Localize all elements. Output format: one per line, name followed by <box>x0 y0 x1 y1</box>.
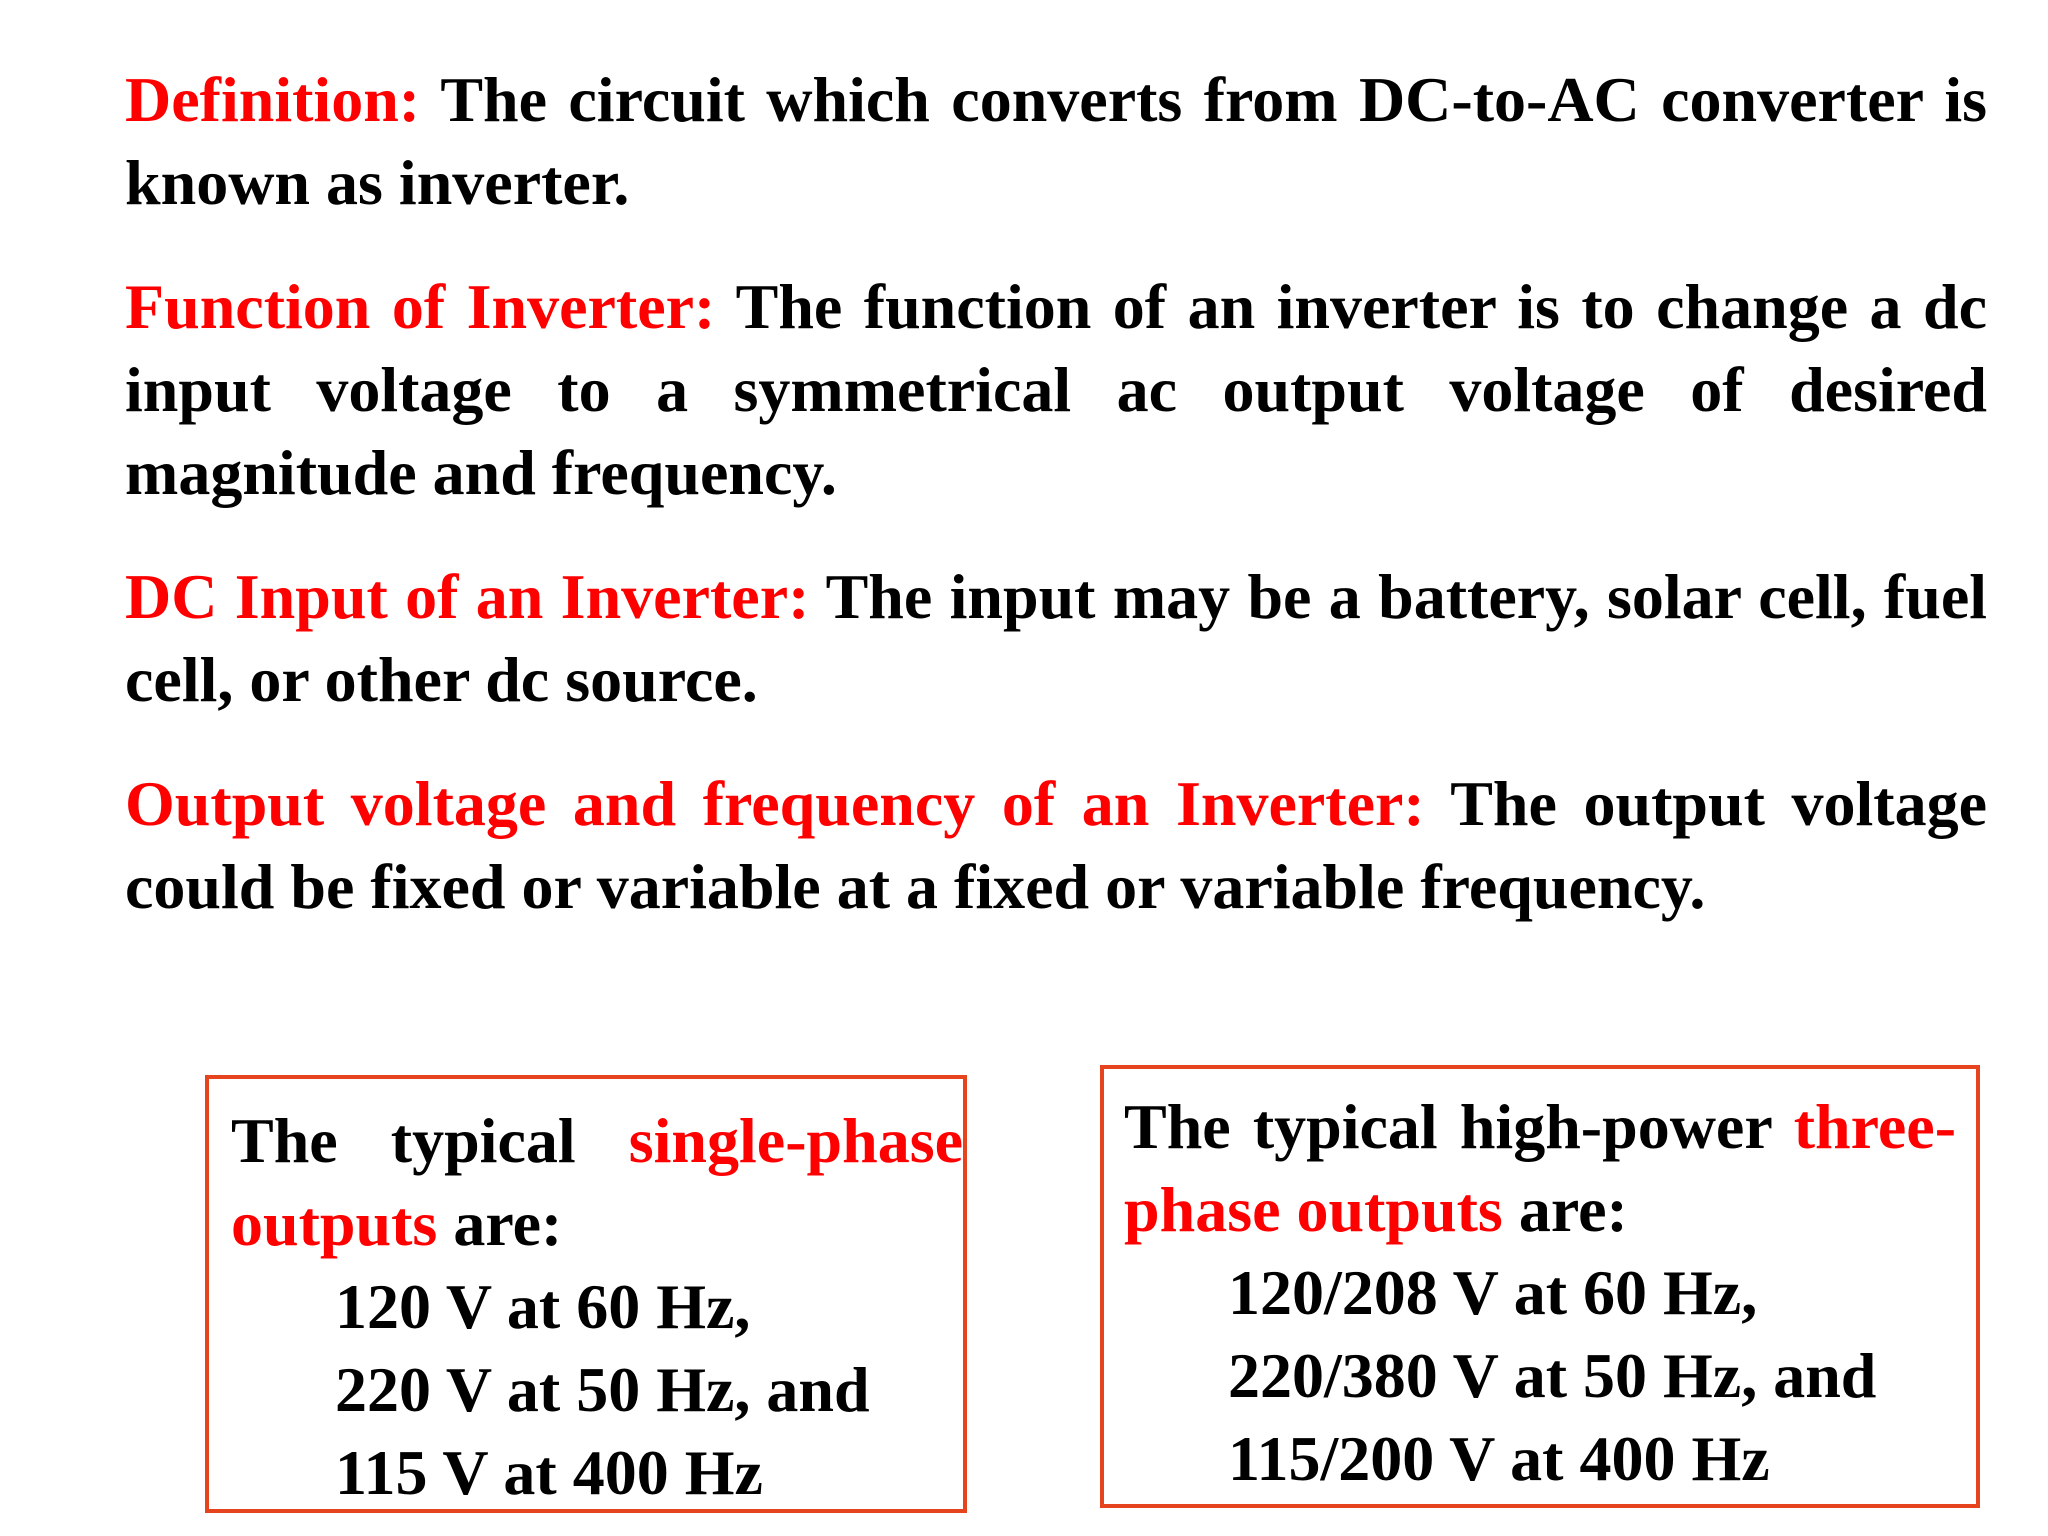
definition-label: Definition: <box>125 64 421 135</box>
dc-input-paragraph <box>125 555 1987 721</box>
single-phase-highlight: single-phase outputs <box>231 1105 963 1259</box>
output-label: Output voltage and frequency of an Inverter: <box>125 768 1425 839</box>
output-text: The output voltage could be fixed or variable at a fixed or variable frequency. <box>125 768 1988 922</box>
output-paragraph <box>125 762 1987 928</box>
list-item: 115/200 V at 400 Hz <box>1228 1423 1770 1494</box>
function-paragraph <box>125 265 1987 514</box>
three-phase-intro-before: The typical high-power <box>1124 1091 1794 1162</box>
three-phase-intro-after: are: <box>1502 1174 1628 1245</box>
single-phase-intro <box>231 1099 963 1265</box>
dc-input-text: The input may be a battery, solar cell, fuel cell, or other dc source. <box>125 561 1988 715</box>
list-item: 120 V at 60 Hz, <box>335 1271 751 1342</box>
function-text: The function of an inverter is to change a dc input voltage to a symmetrical ac output voltage of desired magnitude and frequency. <box>125 271 1988 508</box>
three-phase-box <box>1100 1065 1980 1508</box>
list-item: 220/380 V at 50 Hz, and <box>1228 1340 1877 1411</box>
list-item: 120/208 V at 60 Hz, <box>1228 1257 1758 1328</box>
definition-text: The circuit which converts from DC-to-AC converter is known as inverter. <box>125 64 1987 218</box>
three-phase-list <box>1124 1251 1956 1500</box>
function-label: Function of Inverter: <box>125 271 716 342</box>
definition-paragraph <box>125 58 1987 224</box>
three-phase-highlight: three-phase outputs <box>1124 1091 1956 1245</box>
single-phase-list <box>231 1265 963 1514</box>
single-phase-box <box>205 1075 967 1513</box>
list-item: 115 V at 400 Hz <box>335 1437 763 1508</box>
list-item: 220 V at 50 Hz, and <box>335 1354 870 1425</box>
three-phase-intro <box>1124 1085 1956 1251</box>
single-phase-intro-after: are: <box>437 1188 563 1259</box>
single-phase-intro-before: The typical <box>231 1105 629 1176</box>
dc-input-label: DC Input of an Inverter: <box>125 561 810 632</box>
